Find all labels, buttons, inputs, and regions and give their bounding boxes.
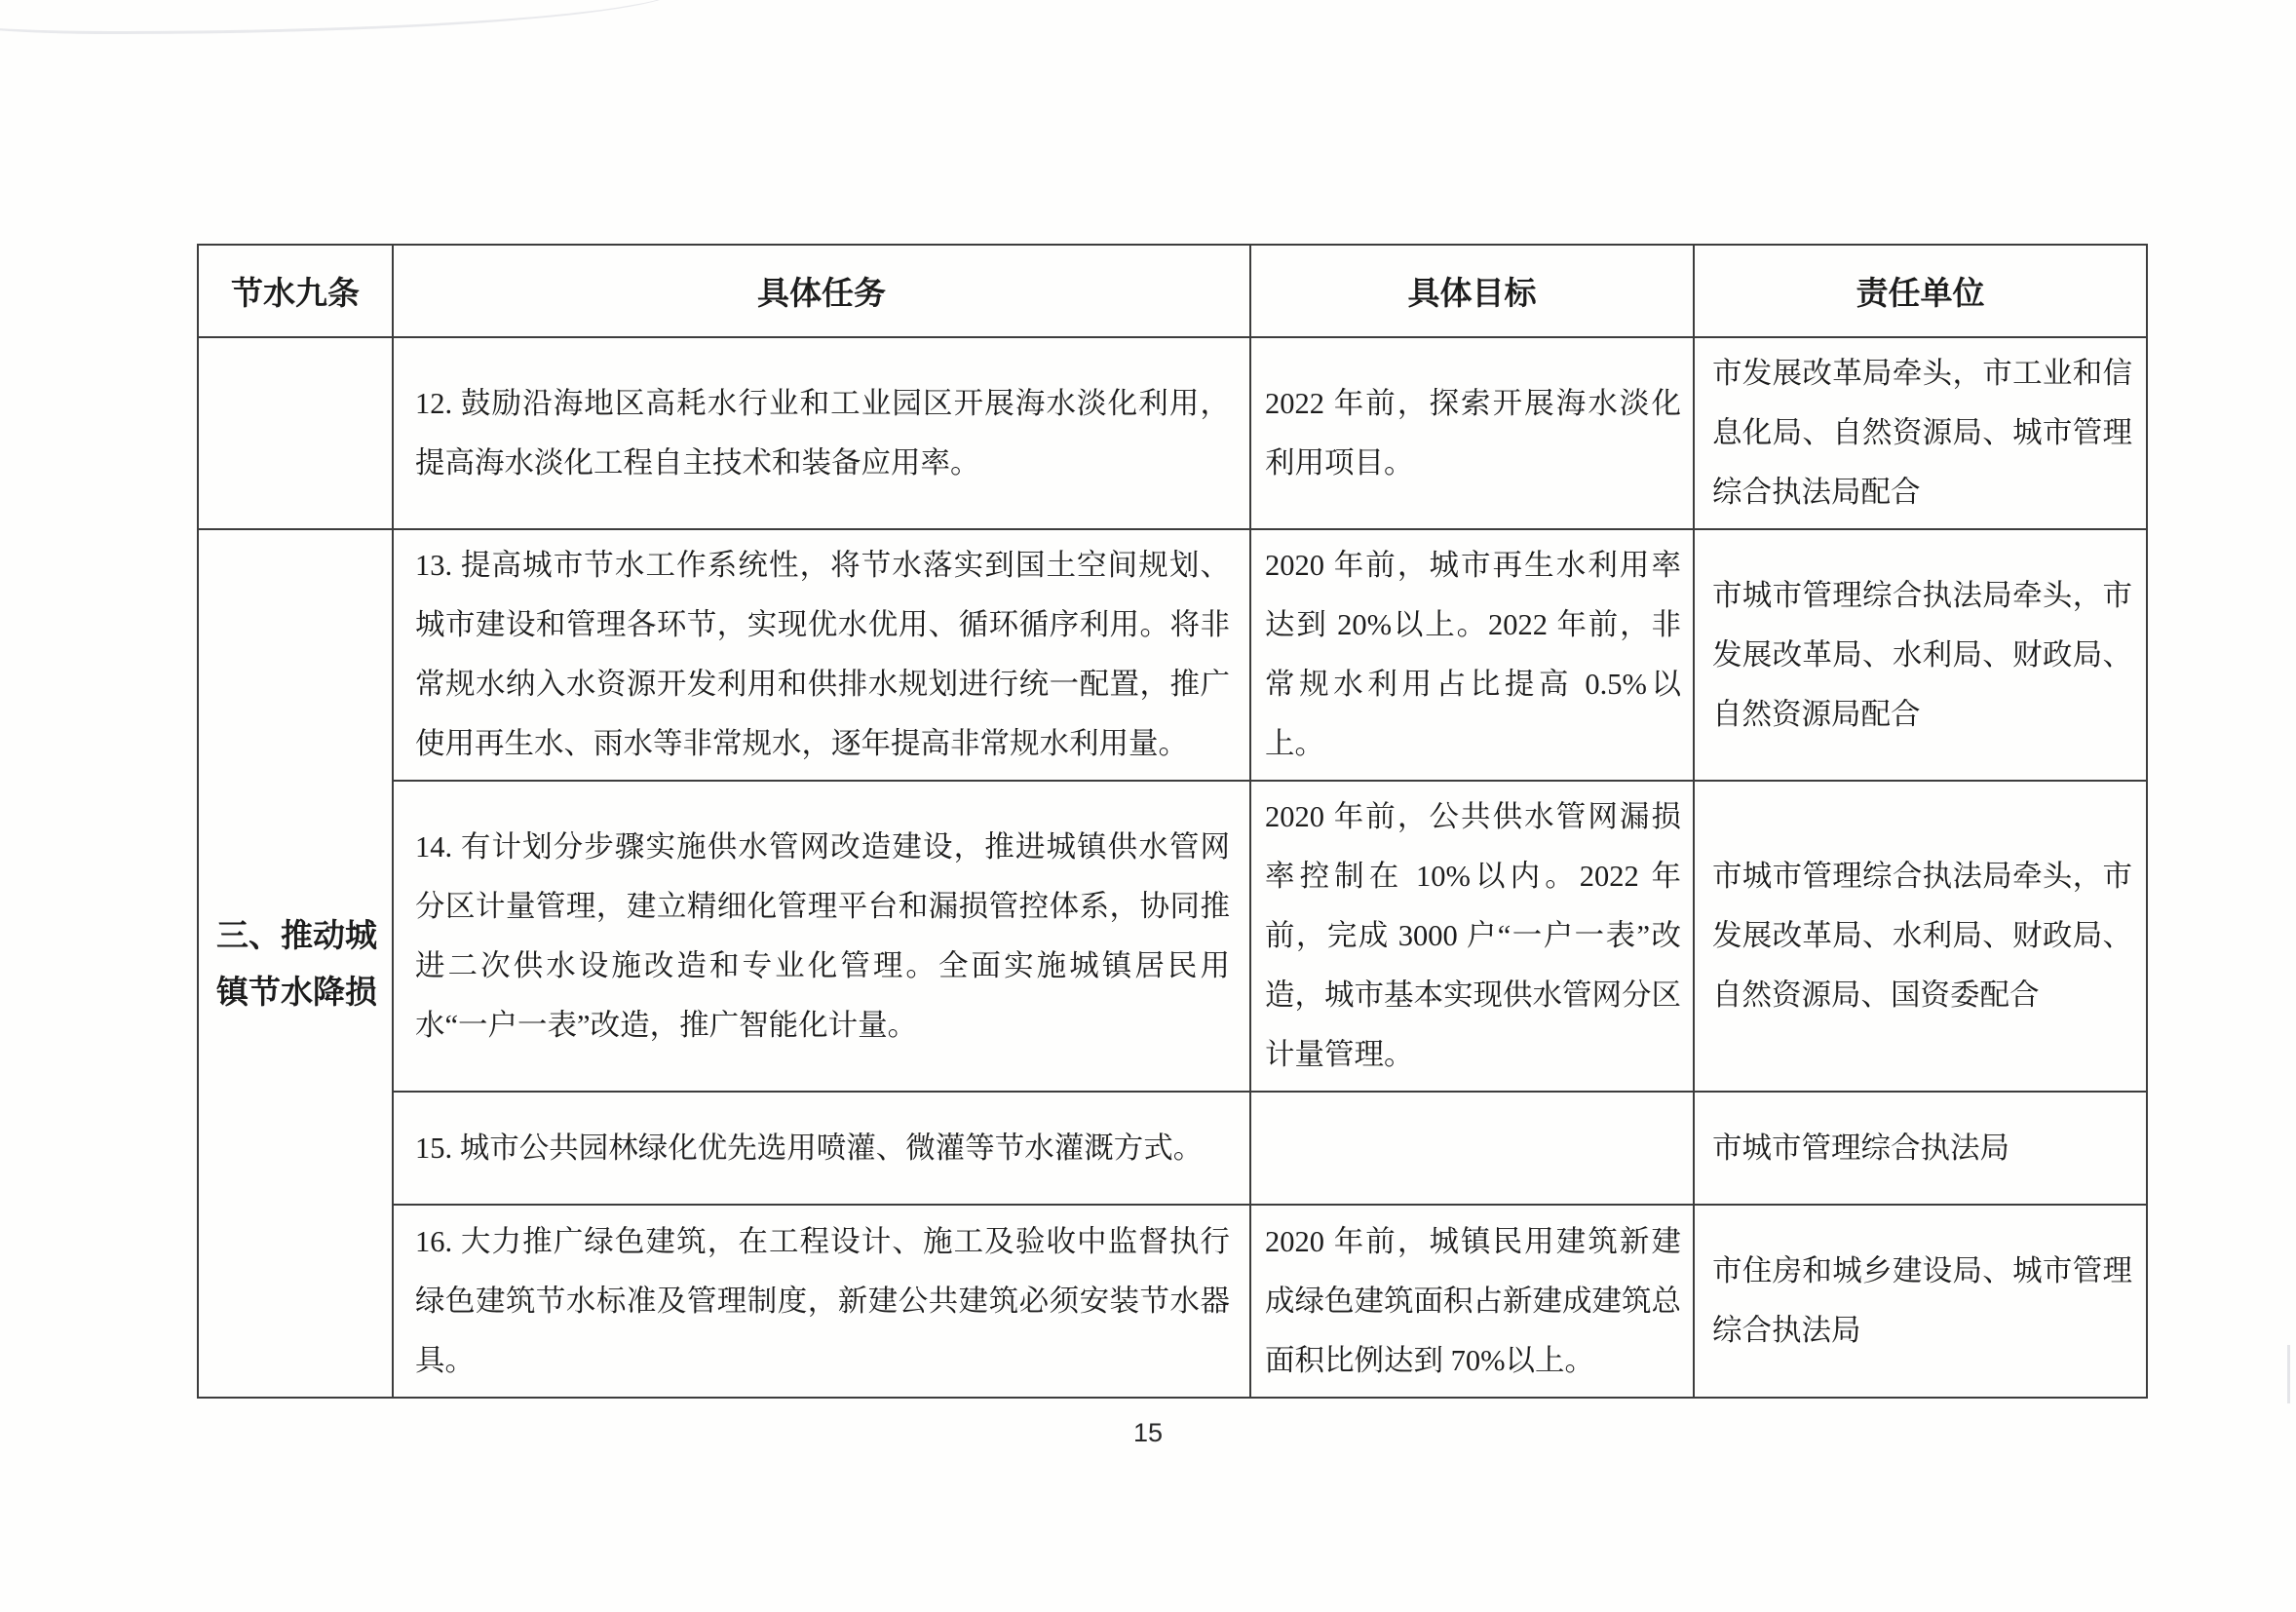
- table-header-row: [198, 245, 2147, 337]
- section-cell-empty: [198, 337, 393, 529]
- task-cell-15: 15. 城市公共园林绿化优先选用喷灌、微灌等节水灌溉方式。: [393, 1092, 1250, 1205]
- scan-artifact-right: [2287, 1345, 2290, 1403]
- header-responsible-column: 责任单位: [1694, 245, 2147, 337]
- task-cell-12: 12. 鼓励沿海地区高耗水行业和工业园区开展海水淡化利用，提高海水淡化工程自主技术和装备应用率。: [393, 337, 1250, 529]
- target-cell-14: 2020 年前，公共供水管网漏损率控制在 10%以内。2022 年前，完成 3000 户“一户一表”改造，城市基本实现供水管网分区计量管理。: [1250, 781, 1694, 1092]
- target-cell-12: 2022 年前，探索开展海水淡化利用项目。: [1250, 337, 1694, 529]
- target-cell-16: 2020 年前，城镇民用建筑新建成绿色建筑面积占新建成建筑总面积比例达到 70%以上。: [1250, 1205, 1694, 1398]
- scan-artifact-top: [0, 0, 682, 34]
- task-cell-16: 16. 大力推广绿色建筑，在工程设计、施工及验收中监督执行绿色建筑节水标准及管理制度，新建公共建筑必须安装节水器具。: [393, 1205, 1250, 1398]
- responsible-cell-14: 市城市管理综合执法局牵头，市发展改革局、水利局、财政局、自然资源局、国资委配合: [1694, 781, 2147, 1092]
- responsible-cell-15: 市城市管理综合执法局: [1694, 1092, 2147, 1205]
- header-target-column: 具体目标: [1250, 245, 1694, 337]
- responsible-cell-16: 市住房和城乡建设局、城市管理综合执法局: [1694, 1205, 2147, 1398]
- table-row: [198, 337, 2147, 529]
- task-cell-13: 13. 提高城市节水工作系统性，将节水落实到国土空间规划、城市建设和管理各环节，实现优水优用、循环循序利用。将非常规水纳入水资源开发利用和供排水规划进行统一配置，推广使用再生水、雨水等非常规水，逐年提高非常规水利用量。: [393, 529, 1250, 781]
- table-row: [198, 781, 2147, 1092]
- responsible-cell-13: 市城市管理综合执法局牵头，市发展改革局、水利局、财政局、自然资源局配合: [1694, 529, 2147, 781]
- responsible-cell-12: 市发展改革局牵头，市工业和信息化局、自然资源局、城市管理综合执法局配合: [1694, 337, 2147, 529]
- table-row: [198, 1092, 2147, 1205]
- table-row: [198, 1205, 2147, 1398]
- target-cell-15: [1250, 1092, 1694, 1205]
- task-cell-14: 14. 有计划分步骤实施供水管网改造建设，推进城镇供水管网分区计量管理，建立精细化管理平台和漏损管控体系，协同推进二次供水设施改造和专业化管理。全面实施城镇居民用水“一户一表”改造，推广智能化计量。: [393, 781, 1250, 1092]
- header-section-column: 节水九条: [198, 245, 393, 337]
- section-cell-three: 三、推动城镇节水降损: [198, 529, 393, 1398]
- table-row: [198, 529, 2147, 781]
- page-number: 15: [1132, 1418, 1164, 1447]
- target-cell-13: 2020 年前，城市再生水利用率达到 20%以上。2022 年前，非常规水利用占比提高 0.5%以上。: [1250, 529, 1694, 781]
- header-task-column: 具体任务: [393, 245, 1250, 337]
- water-saving-task-table: [197, 244, 2148, 1399]
